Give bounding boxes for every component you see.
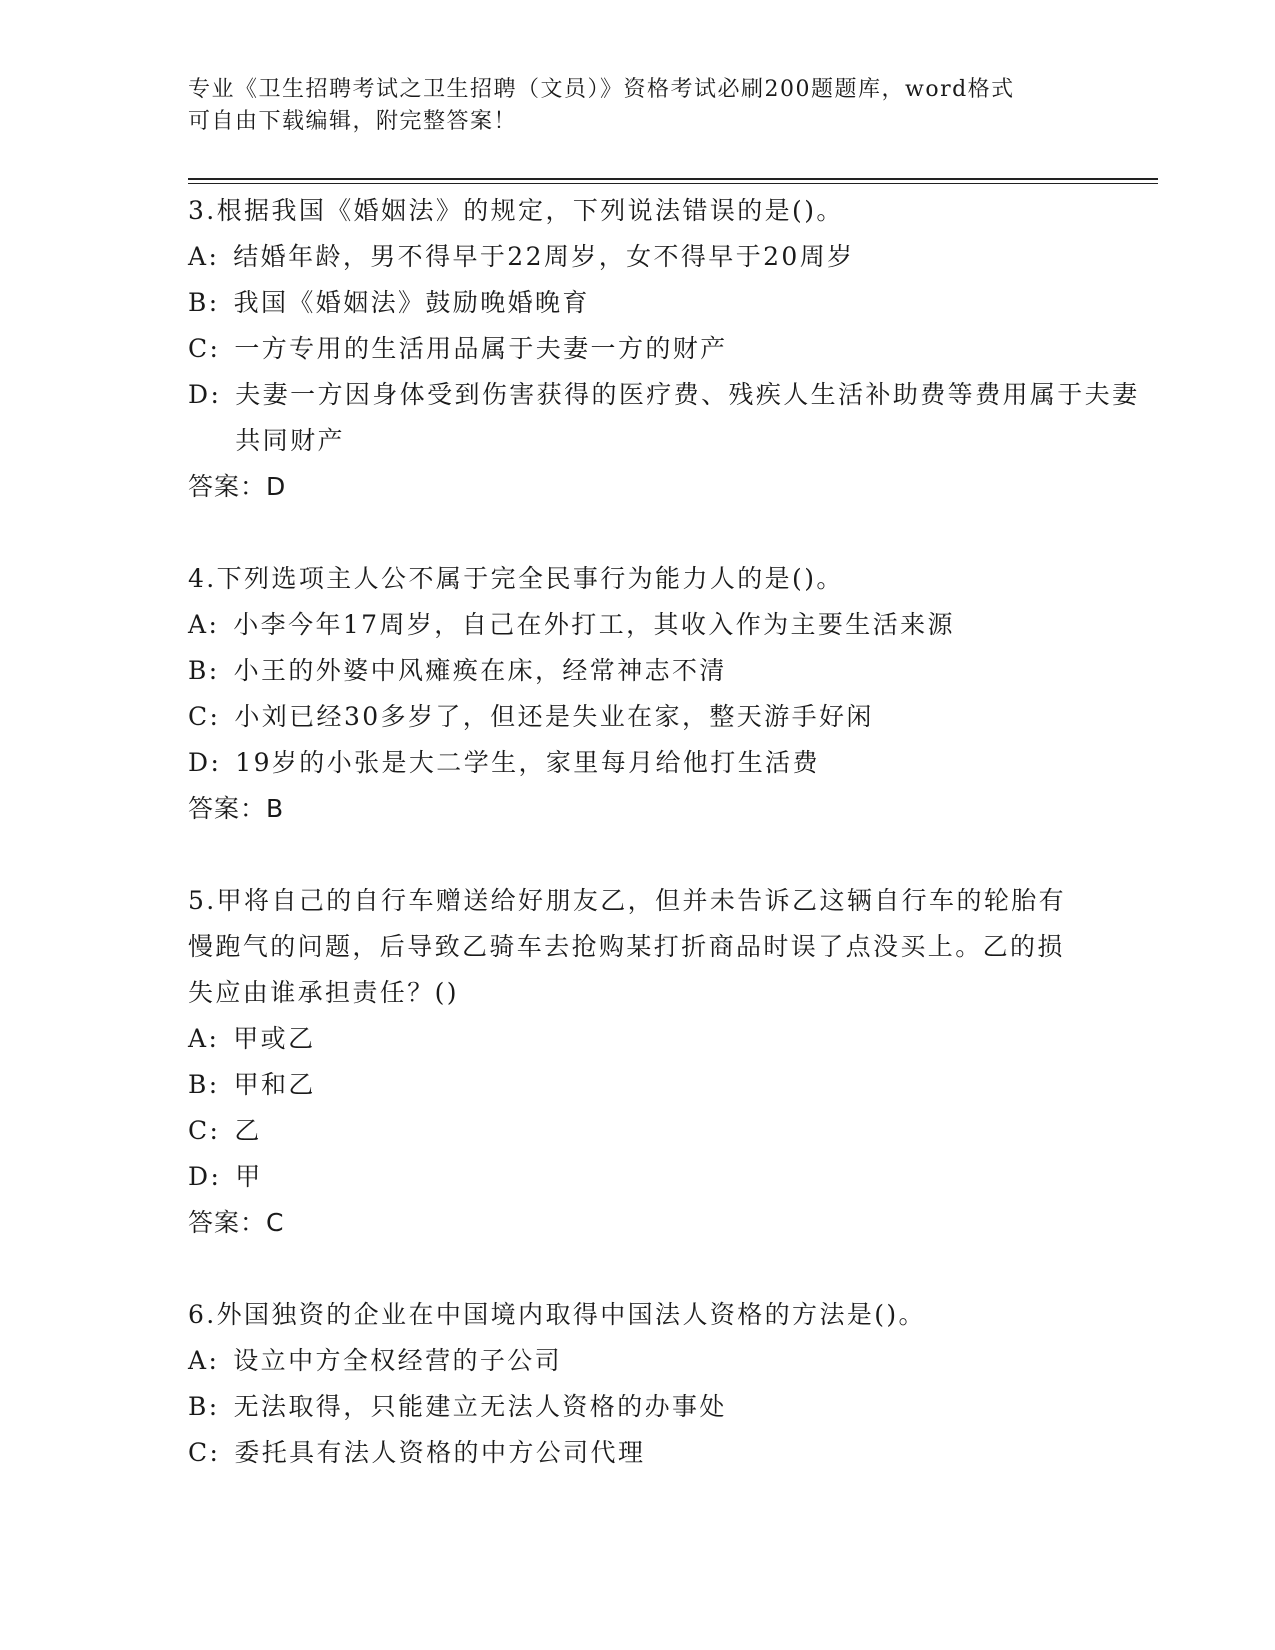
option-letter: B:	[188, 288, 220, 317]
option-letter: C:	[188, 702, 221, 731]
option-text: 夫妻一方因身体受到伤害获得的医疗费、残疾人生活补助费等费用属于夫妻共同财产	[235, 380, 1140, 455]
answer-option	[188, 740, 1158, 786]
option-text: 甲或乙	[233, 1024, 316, 1053]
option-text: 我国《婚姻法》鼓励晚婚晚育	[233, 288, 590, 317]
option-letter: C:	[188, 1116, 221, 1145]
option-text: 甲	[235, 1162, 263, 1191]
option-text: 19岁的小张是大二学生，家里每月给他打生活费	[235, 748, 820, 777]
answer-key: 答案：D	[188, 472, 287, 501]
option-letter: D:	[188, 1162, 222, 1191]
option-letter: B:	[188, 1392, 220, 1421]
header-divider	[188, 178, 1158, 184]
answer-option	[188, 234, 1158, 280]
answer-option	[188, 694, 1158, 740]
option-text: 甲和乙	[233, 1070, 316, 1099]
option-text: 一方专用的生活用品属于夫妻一方的财产	[234, 334, 728, 363]
answer-option	[188, 602, 1158, 648]
question-block	[188, 878, 1158, 1246]
option-letter: A:	[188, 1024, 220, 1053]
question-stem: 6.外国独资的企业在中国境内取得中国法人资格的方法是()。	[188, 1300, 926, 1329]
answer-option	[188, 372, 1158, 464]
option-letter: C:	[188, 1438, 221, 1467]
answer-option	[188, 1338, 1158, 1384]
option-text: 乙	[234, 1116, 262, 1145]
option-text: 设立中方全权经营的子公司	[233, 1346, 563, 1375]
question-block	[188, 188, 1158, 510]
option-letter: A:	[188, 1346, 220, 1375]
answer-option	[188, 1108, 1158, 1154]
question-stem: 5.甲将自己的自行车赠送给好朋友乙，但并未告诉乙这辆自行车的轮胎有慢跑气的问题，后导致乙骑车去抢购某打折商品时误了点没买上。乙的损失应由谁承担责任？()	[188, 886, 1067, 1007]
answer-key: 答案：C	[188, 1208, 285, 1237]
answer-option	[188, 1062, 1158, 1108]
option-text: 结婚年龄，男不得早于22周岁，女不得早于20周岁	[233, 242, 855, 271]
answer-option	[188, 326, 1158, 372]
question-stem: 4.下列选项主人公不属于完全民事行为能力人的是()。	[188, 564, 844, 593]
option-letter: C:	[188, 334, 221, 363]
option-letter: D:	[188, 380, 222, 409]
question-list	[188, 188, 1158, 1522]
header-line-1: 专业《卫生招聘考试之卫生招聘（文员）》资格考试必刷200题题库，word格式	[188, 77, 1015, 102]
option-letter: B:	[188, 1070, 220, 1099]
answer-key: 答案：B	[188, 794, 285, 823]
answer-option	[188, 1154, 1158, 1200]
answer-option	[188, 1430, 1158, 1476]
option-letter: B:	[188, 656, 220, 685]
answer-option	[188, 1016, 1158, 1062]
option-letter: A:	[188, 242, 220, 271]
document-header	[188, 74, 1088, 138]
option-text: 小王的外婆中风瘫痪在床，经常神志不清	[233, 656, 727, 685]
header-line-2: 可自由下载编辑，附完整答案！	[188, 109, 518, 134]
option-text: 小刘已经30多岁了，但还是失业在家，整天游手好闲	[234, 702, 874, 731]
option-letter: D:	[188, 748, 222, 777]
option-text: 小李今年17周岁，自己在外打工，其收入作为主要生活来源	[233, 610, 955, 639]
question-block	[188, 1292, 1158, 1476]
question-block	[188, 556, 1158, 832]
option-text: 无法取得，只能建立无法人资格的办事处	[233, 1392, 727, 1421]
question-stem: 3.根据我国《婚姻法》的规定，下列说法错误的是()。	[188, 196, 844, 225]
option-text: 委托具有法人资格的中方公司代理	[234, 1438, 646, 1467]
answer-option	[188, 280, 1158, 326]
answer-option	[188, 648, 1158, 694]
option-letter: A:	[188, 610, 220, 639]
answer-option	[188, 1384, 1158, 1430]
